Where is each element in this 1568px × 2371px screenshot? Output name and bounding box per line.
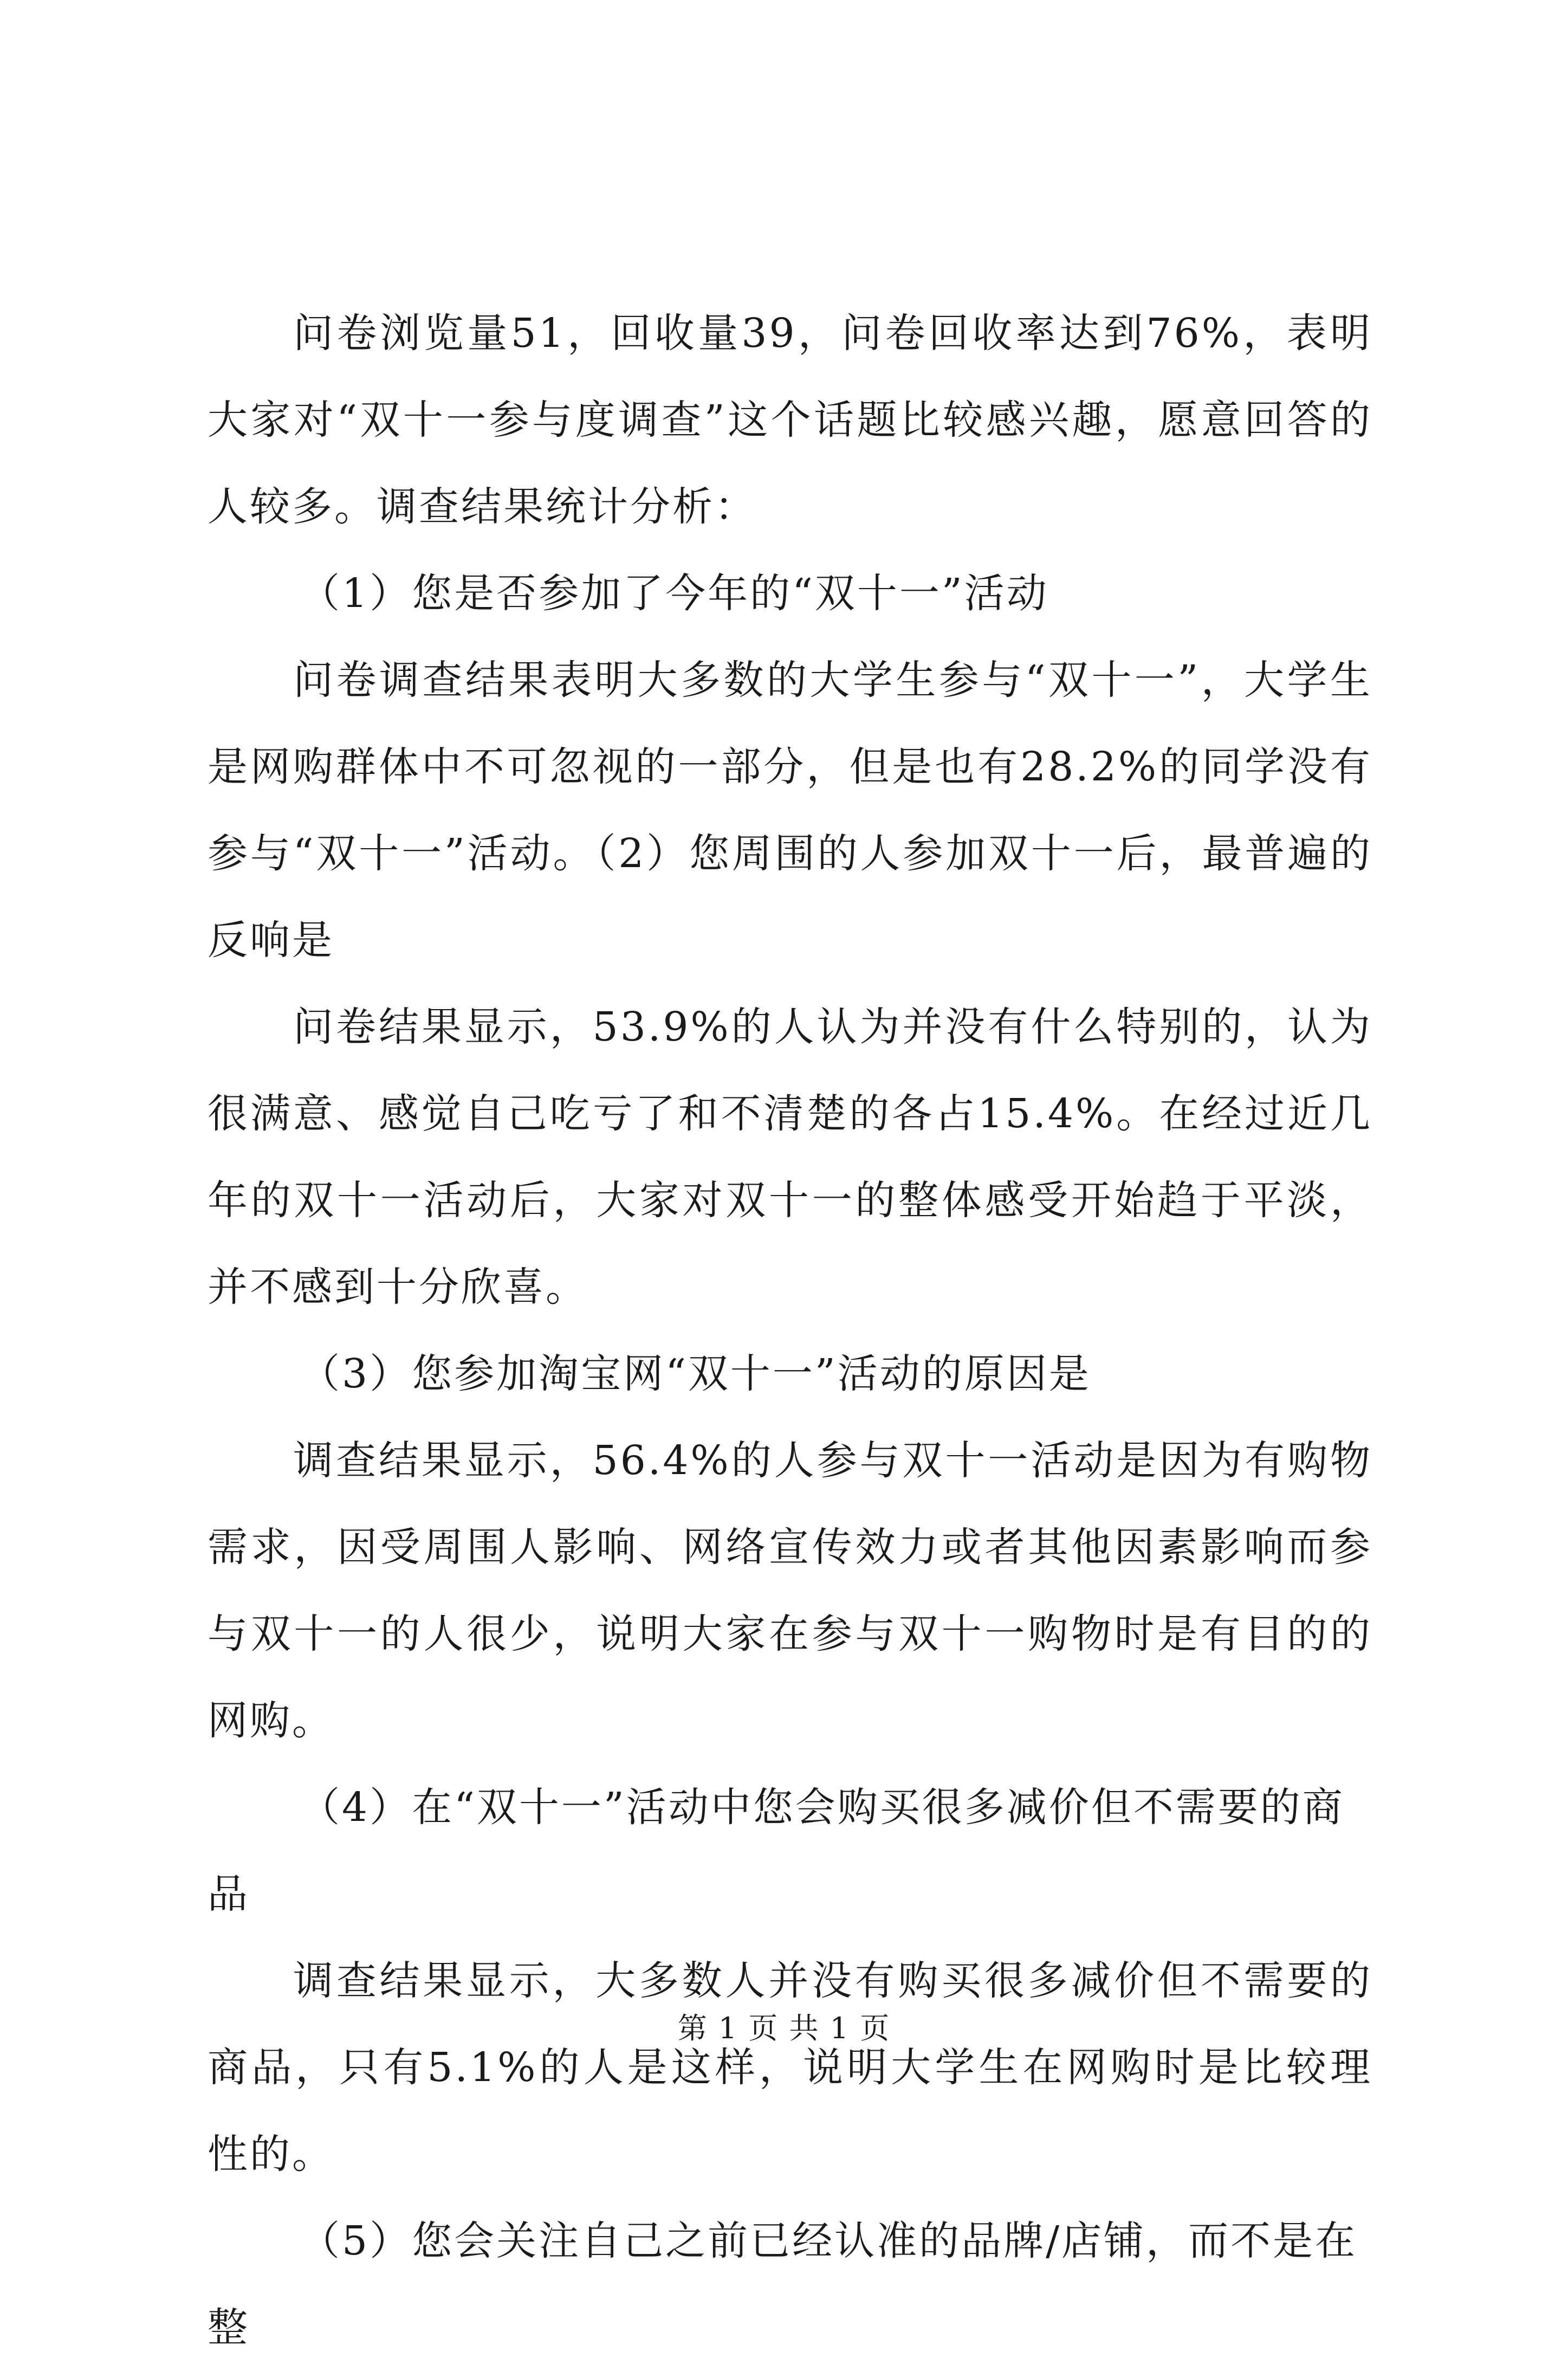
paragraph-question-2-result: 问卷结果显示，53.9%的人认为并没有什么特别的，认为很满意、感觉自己吃亏了和不清楚的各占15.4%。在经过近几年的双十一活动后，大家对双十一的整体感受开始趋于平淡，并不感到十分欣喜。 — [208, 1004, 1372, 1310]
question-heading-4: （4）在“双十一”活动中您会购买很多减价但不需要的商品 — [208, 1784, 1345, 1917]
question-heading-3: （3）您参加淘宝网“双十一”活动的原因是 — [300, 1351, 1091, 1397]
paragraph-survey-overview: 问卷浏览量51，回收量39，问卷回收率达到76%，表明大家对“双十一参与度调查”这个话题比较感兴趣，愿意回答的人较多。调查结果统计分析： — [208, 310, 1372, 530]
question-heading-1: （1）您是否参加了今年的“双十一”活动 — [300, 570, 1049, 617]
question-heading-5: （5）您会关注自己之前已经认准的品牌/店铺，而不是在整 — [208, 2218, 1358, 2351]
paragraph-question-4-result: 调查结果显示，大多数人并没有购买很多减价但不需要的商品，只有5.1%的人是这样，说明大学生在网购时是比较理性的。 — [208, 1957, 1372, 2178]
page-footer: 第 1 页 共 1 页 — [677, 2011, 891, 2045]
paragraph-question-1-result: 问卷调查结果表明大多数的大学生参与“双十一”，大学生是网购群体中不可忽视的一部分，但是也有28.2%的同学没有参与“双十一”活动。（2）您周围的人参加双十一后，最普遍的反响是 — [208, 657, 1372, 964]
document-body — [208, 290, 1372, 2371]
paragraph-question-3-result: 调查结果显示，56.4%的人参与双十一活动是因为有购物需求，因受周围人影响、网络宣传效力或者其他因素影响而参与双十一的人很少，说明大家在参与双十一购物时是有目的的网购。 — [208, 1437, 1372, 1744]
